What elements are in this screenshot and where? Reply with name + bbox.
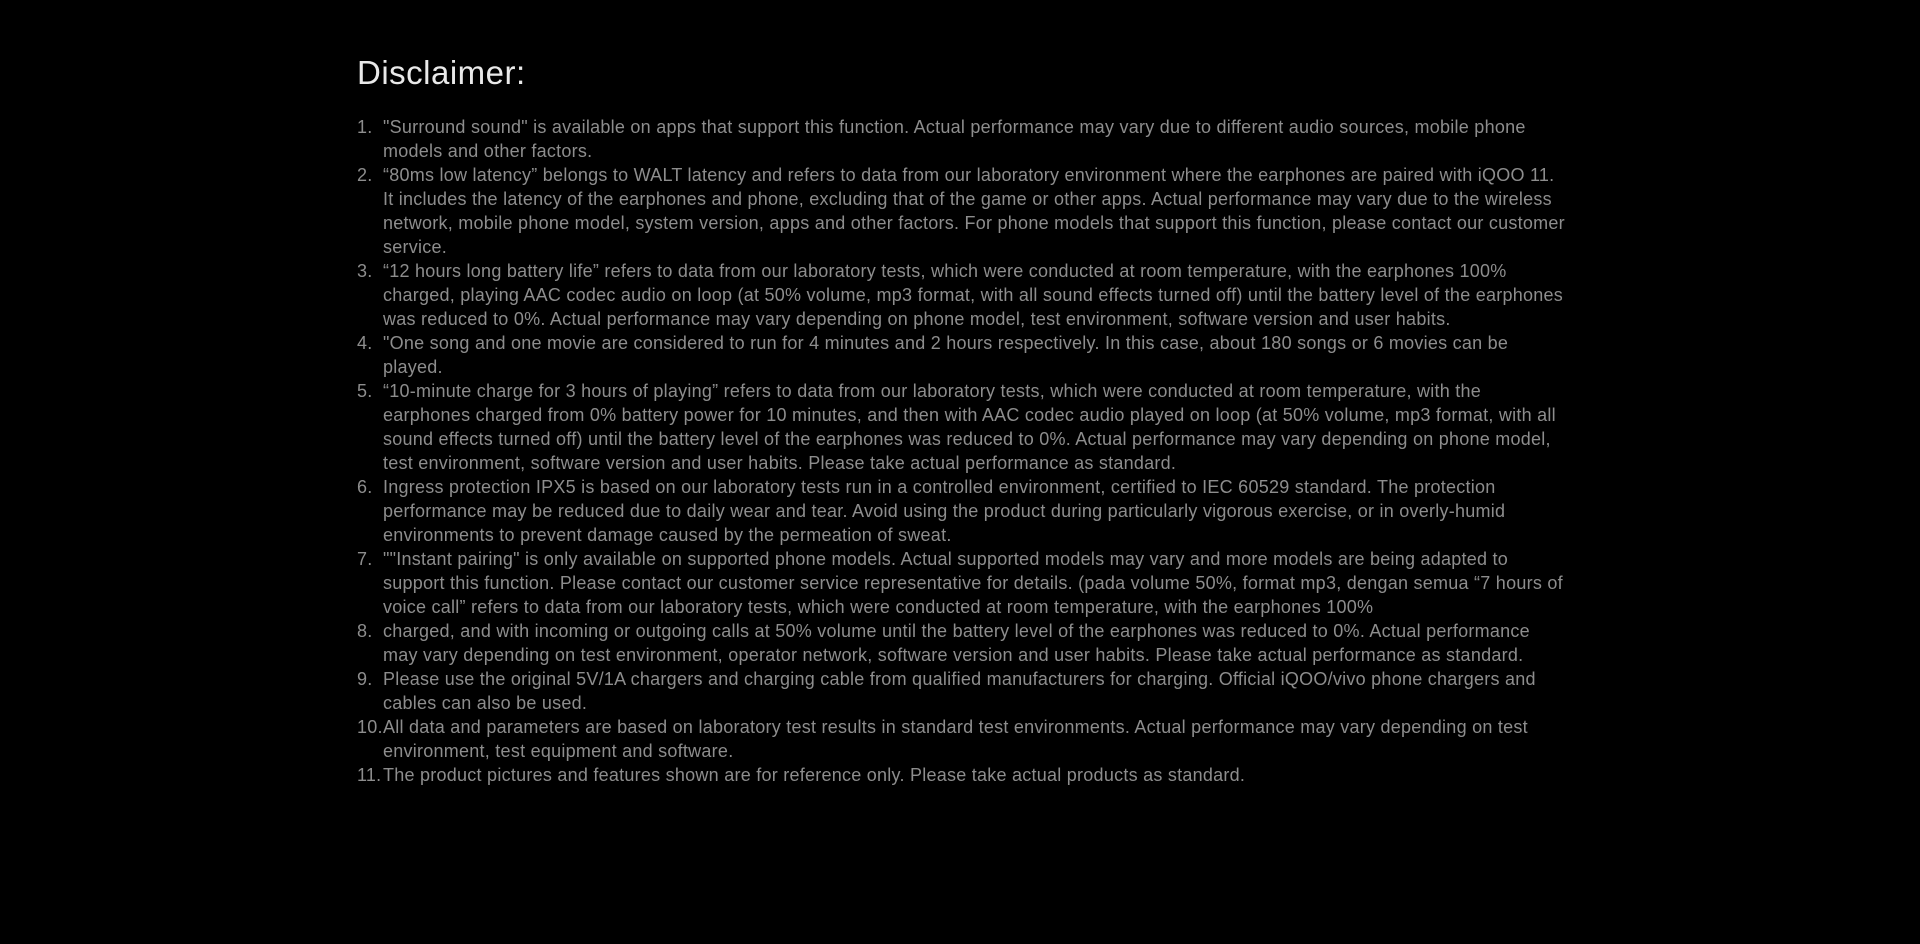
list-item (357, 331, 1569, 379)
list-item-number: 6. (357, 477, 373, 497)
list-item (357, 547, 1569, 619)
disclaimer-section (357, 56, 1569, 787)
list-item-number: 5. (357, 381, 373, 401)
list-item (357, 475, 1569, 547)
list-item-number: 7. (357, 549, 373, 569)
list-item (357, 667, 1569, 715)
list-item (357, 163, 1569, 259)
list-item-number: 2. (357, 165, 373, 185)
list-item-text: Ingress protection IPX5 is based on our laboratory tests run in a controlled environment, certified to IEC 60529 standard. The protection performance may be reduced due to daily wear and tear. Avoid using the product during particularly vigorous exercise, or in overly-humid environments to prevent damage caused by the permeation of sweat. (383, 477, 1506, 545)
list-item-number: 8. (357, 621, 373, 641)
list-item-number: 9. (357, 669, 373, 689)
list-item-text: "Surround sound" is available on apps that support this function. Actual performance may vary due to different audio sources, mobile phone models and other factors. (383, 117, 1526, 161)
list-item-text: "One song and one movie are considered to run for 4 minutes and 2 hours respectively. In this case, about 180 songs or 6 movies can be played. (383, 333, 1509, 377)
list-item-text: ""Instant pairing" is only available on supported phone models. Actual supported models may vary and more models are being adapted to support this function. Please contact our customer service representative for details. (pada volume 50%, format mp3, dengan semua “7 hours of voice call” refers to data from our laboratory tests, which were conducted at room temperature, with the earphones 100% (383, 549, 1563, 617)
list-item-number: 4. (357, 333, 373, 353)
list-item (357, 715, 1569, 763)
list-item-text: “12 hours long battery life” refers to data from our laboratory tests, which were conducted at room temperature, with the earphones 100% charged, playing AAC codec audio on loop (at 50% volume, mp3 format, with all sound effects turned off) until the battery level of the earphones was reduced to 0%. Actual performance may vary depending on phone model, test environment, software version and user habits. (383, 261, 1564, 329)
list-item-text: The product pictures and features shown are for reference only. Please take actual products as standard. (383, 765, 1246, 785)
disclaimer-list (357, 115, 1569, 787)
list-item (357, 619, 1569, 667)
list-item-text: “80ms low latency” belongs to WALT latency and refers to data from our laboratory environment where the earphones are paired with iQOO 11. It includes the latency of the earphones and phone, excluding that of the game or other apps. Actual performance may vary due to the wireless network, mobile phone model, system version, apps and other factors. For phone models that support this function, please contact our customer service. (383, 165, 1565, 257)
list-item (357, 115, 1569, 163)
list-item-text: All data and parameters are based on laboratory test results in standard test environments. Actual performance may vary depending on test environment, test equipment and software. (383, 717, 1528, 761)
list-item-number: 10. (357, 717, 383, 737)
list-item-text: Please use the original 5V/1A chargers and charging cable from qualified manufacturers for charging. Official iQOO/vivo phone chargers and cables can also be used. (383, 669, 1536, 713)
list-item-text: charged, and with incoming or outgoing calls at 50% volume until the battery level of the earphones was reduced to 0%. Actual performance may vary depending on test environment, operator network, software version and user habits. Please take actual performance as standard. (383, 621, 1530, 665)
list-item-number: 1. (357, 117, 373, 137)
list-item (357, 259, 1569, 331)
page-title: Disclaimer: (357, 54, 526, 91)
list-item-text: “10-minute charge for 3 hours of playing” refers to data from our laboratory tests, which were conducted at room temperature, with the earphones charged from 0% battery power for 10 minutes, and then with AAC codec audio played on loop (at 50% volume, mp3 format, with all sound effects turned off) until the battery level of the earphones was reduced to 0%. Actual performance may vary depending on phone model, test environment, software version and user habits. Please take actual performance as standard. (383, 381, 1556, 473)
list-item-number: 11. (357, 765, 382, 785)
list-item (357, 379, 1569, 475)
list-item-number: 3. (357, 261, 373, 281)
list-item (357, 763, 1569, 787)
